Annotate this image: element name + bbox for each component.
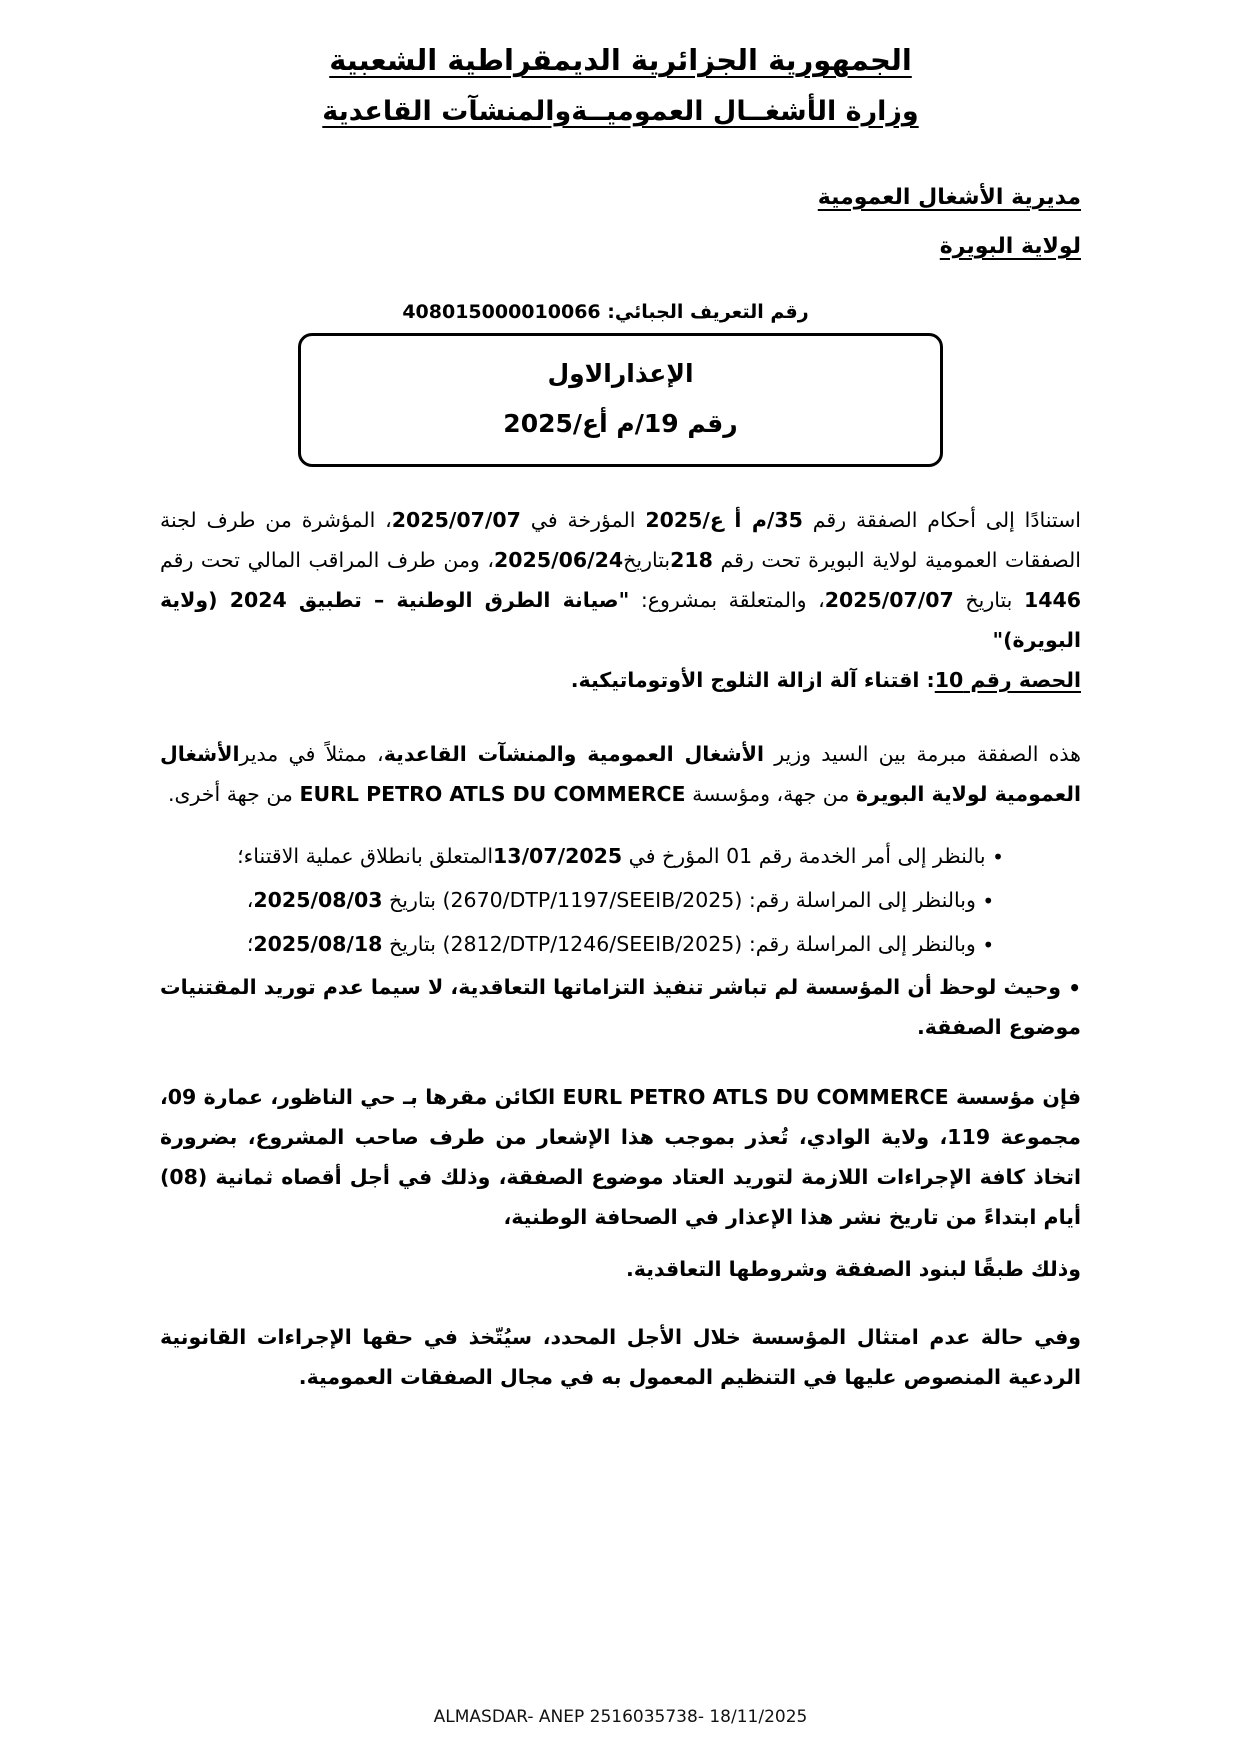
bullet-breach-observation: [160, 968, 1081, 1048]
p1-controller-date: 2025/07/07: [824, 587, 954, 612]
p1-seg7: ، والمتعلقة بمشروع:: [629, 587, 825, 612]
b2-reference: (2670/DTP/1197/SEEIB/2025): [442, 887, 743, 912]
bullet-letter-2: [160, 925, 1081, 965]
bullet-letter-1: [160, 881, 1081, 921]
directorate-line1-row: [160, 181, 1081, 214]
paragraph-legal-basis: [160, 501, 1081, 701]
b3-seg1: وبالنظر إلى المراسلة رقم:: [742, 931, 976, 956]
document-footer: ALMASDAR- ANEP 2516035738- 18/11/2025: [433, 1707, 808, 1727]
p2-seg1: هذه الصفقة مبرمة بين السيد وزير: [763, 741, 1081, 766]
bullet-icon: •: [992, 844, 1004, 869]
p1-seg2: المؤرخة في: [520, 507, 646, 532]
directorate-wilaya: لولاية البويرة: [939, 233, 1081, 259]
paragraph-consequences: وفي حالة عدم امتثال المؤسسة خلال الأجل المحدد، سيُتّخذ في حقها الإجراءات القانونية الردعية المنصوص عليها في التنظيم المعمول به في مجال الصفقات العمومية.: [160, 1325, 1081, 1390]
p1-project-title: "صيانة الطرق الوطنية – تطبيق 2024 (ولاية البويرة)": [160, 587, 1081, 652]
directorate-block: [160, 181, 1081, 263]
tax-identification-line: رقم التعريف الجبائي: 408015000010066: [402, 300, 809, 323]
p1-commission-number: 218: [670, 547, 713, 572]
p1-commission-date: 2025/06/24: [494, 547, 624, 572]
header-line-ministry: وزارة الأشغــال العموميــةوالمنشآت القاعدية: [322, 95, 919, 127]
p3-seg2: الكائن مقرها بـ حي الناظور، عمارة 09، مجموعة 119، ولاية الوادي، تُعذر بموجب هذا الإشعار من طرف صاحب المشروع، بضرورة اتخاذ كافة الإجراءات اللازمة لتوريد العتاد موضوع الصفقة، وذلك في أجل أقصاه ثمانية (08) أيام ابتداءً من تاريخ نشر هذا الإعذار في الصحافة الوطنية،: [160, 1085, 1081, 1230]
b3-seg3: ؛: [246, 931, 254, 956]
b4-text: وحيث لوحظ أن المؤسسة لم تباشر تنفيذ التزاماتها التعاقدية، لا سيما عدم توريد المقتنيات موضوع الصفقة.: [160, 975, 1081, 1040]
bullet-icon: •: [982, 932, 995, 957]
b3-seg2: بتاريخ: [382, 931, 443, 956]
notice-title: الإعذارالاول: [547, 358, 694, 388]
b1-date: 13/07/2025: [493, 843, 623, 868]
b2-date: 2025/08/03: [253, 887, 383, 912]
header-line2-row: [160, 91, 1081, 133]
directorate-name: مديرية الأشغال العمومية: [817, 184, 1081, 210]
p2-seg3: من جهة، ومؤسسة: [685, 781, 856, 806]
bullet-icon: •: [982, 888, 995, 913]
p1-contract-date: 2025/07/07: [391, 507, 521, 532]
paragraph-parties: [160, 735, 1081, 815]
national-header: [160, 38, 1081, 133]
notice-title-box: [298, 333, 943, 467]
document-body: [160, 501, 1081, 1398]
p2-ministry: الأشغال العمومية والمنشآت القاعدية: [383, 741, 764, 766]
header-line1-row: [160, 38, 1081, 83]
b1-seg2: المتعلق بانطلاق عملية الاقتناء؛: [237, 843, 494, 868]
p1-lot-text: : اقتناء آلة ازالة الثلوج الأوتوماتيكية.: [570, 667, 935, 692]
b3-reference: (2812/DTP/1246/SEEIB/2025): [442, 931, 743, 956]
p2-seg4: من جهة أخرى.: [167, 781, 300, 806]
b2-seg2: بتاريخ: [382, 887, 443, 912]
p1-seg3: ، المؤشرة من طرف لجنة الصفقات العمومية لولاية البويرة تحت رقم: [160, 507, 1081, 572]
p1-lot-label: الحصة رقم 10: [934, 667, 1081, 692]
p1-seg1: استنادًا إلى أحكام الصفقة رقم: [802, 507, 1081, 532]
p2-seg2: ، ممثلاً في مدير: [239, 741, 384, 766]
p1-seg4: بتاريخ: [623, 547, 671, 572]
p1-seg5: ، ومن طرف المراقب المالي تحت رقم: [160, 547, 495, 572]
p1-seg6: بتاريخ: [953, 587, 1024, 612]
p2-company-name: EURL PETRO ATLS DU COMMERCE: [299, 781, 686, 806]
b3-date: 2025/08/18: [253, 931, 383, 956]
paragraph-formal-notice: [160, 1078, 1081, 1238]
p2-directorate: الأشغال العمومية لولاية البويرة: [160, 741, 1081, 806]
bullet-service-order: [160, 837, 1081, 877]
directorate-line2-row: [160, 230, 1081, 263]
p1-controller-number: 1446: [1023, 587, 1081, 612]
b2-seg1: وبالنظر إلى المراسلة رقم:: [742, 887, 976, 912]
header-line-republic: الجمهورية الجزائرية الديمقراطية الشعبية: [329, 43, 912, 77]
b2-seg3: ،: [246, 887, 254, 912]
paragraph-contract-terms: وذلك طبقًا لبنود الصفقة وشروطها التعاقدية.: [625, 1257, 1081, 1282]
notice-number: رقم 19/م أع/2025: [503, 408, 738, 438]
p3-seg1: فإن مؤسسة: [948, 1085, 1081, 1110]
reference-bullet-list: [160, 837, 1081, 1049]
b1-seg1: بالنظر إلى أمر الخدمة رقم 01 المؤرخ في: [622, 843, 986, 868]
bullet-icon: •: [1068, 976, 1081, 1001]
p1-contract-number: 35/م أ ع/2025: [645, 507, 803, 532]
p3-company-name: EURL PETRO ATLS DU COMMERCE: [562, 1085, 949, 1110]
